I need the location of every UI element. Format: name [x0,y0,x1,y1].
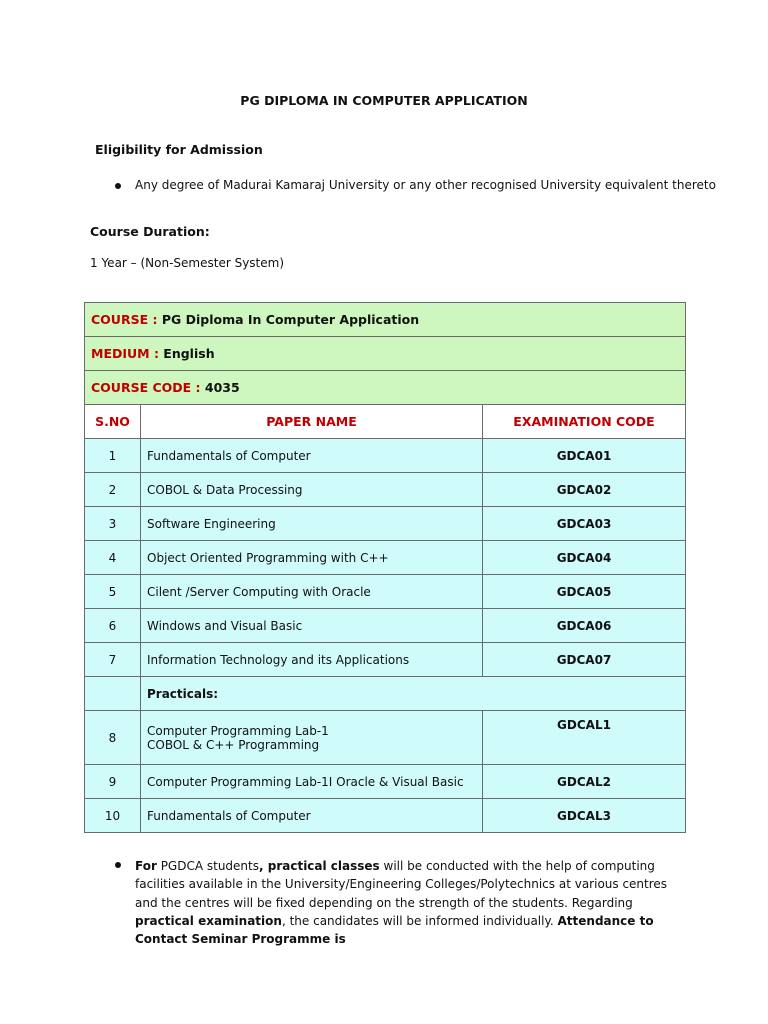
table-row [85,541,686,575]
code-cell: GDCA02 [483,473,686,507]
note-part: practical examination [135,913,282,928]
table-row [85,575,686,609]
paper-cell: Software Engineering [141,507,483,541]
duration-heading: Course Duration: [90,224,210,239]
header-paper-name: PAPER NAME [141,405,483,439]
paper-cell: Windows and Visual Basic [141,609,483,643]
table-row [85,609,686,643]
table-header-row [85,405,686,439]
header-exam-code: EXAMINATION CODE [483,405,686,439]
code-cell: GDCA01 [483,439,686,473]
course-row [85,303,686,337]
table-row [85,643,686,677]
eligibility-item: Any degree of Madurai Kamaraj University or any other recognised University equivalent thereto [135,178,716,192]
medium-value: English [163,346,215,361]
course-code-row [85,371,686,405]
note-part: For [135,859,157,873]
note-part: , the candidates will be informed individually. [281,913,558,928]
practicals-row [85,677,686,711]
sno-cell: 7 [85,643,141,677]
sno-cell: 5 [85,575,141,609]
sno-cell: 10 [85,799,141,833]
paper-cell: Fundamentals of Computer [141,799,483,833]
duration-text: 1 Year – (Non-Semester System) [90,256,285,270]
sno-cell: 4 [85,541,141,575]
course-table [84,302,686,833]
code-cell: GDCA03 [483,507,686,541]
sno-cell: 9 [85,765,141,799]
paper-cell: Fundamentals of Computer [141,439,483,473]
sno-cell: 8 [85,711,141,765]
code-cell: GDCAL3 [483,799,686,833]
practicals-empty-cell [85,677,141,711]
note-part: will be conducted with the help of computing facilities available in the University/Engineering Colleges/Polytechnics at various centres and the centres will be fixed depending on the strength of the students. Regarding [135,859,668,910]
table-row [85,799,686,833]
paper-cell: Computer Programming Lab-1 COBOL & C++ Programming [141,711,483,765]
medium-label: MEDIUM : [91,346,164,361]
table-row [85,439,686,473]
paper-cell: Information Technology and its Applications [141,643,483,677]
sno-cell: 2 [85,473,141,507]
course-code-label: COURSE CODE : [91,380,205,395]
paper-cell: COBOL & Data Processing [141,473,483,507]
page-title: PG DIPLOMA IN COMPUTER APPLICATION [240,93,528,108]
table-row [85,507,686,541]
code-cell: GDCAL1 [483,711,686,765]
code-cell: GDCA07 [483,643,686,677]
sno-cell: 6 [85,609,141,643]
bullet-icon [115,862,121,868]
paper-cell: Cilent /Server Computing with Oracle [141,575,483,609]
bullet-icon [115,183,121,189]
table-row [85,765,686,799]
sno-cell: 3 [85,507,141,541]
course-label: COURSE : [91,312,162,327]
table-row [85,711,686,765]
code-cell: GDCA06 [483,609,686,643]
code-cell: GDCAL2 [483,765,686,799]
sno-cell: 1 [85,439,141,473]
code-cell: GDCA05 [483,575,686,609]
note-part: , practical classes [259,859,380,873]
header-sno: S.NO [85,405,141,439]
note-part: PGDCA students [156,859,259,873]
eligibility-heading: Eligibility for Admission [95,142,263,157]
course-value: PG Diploma In Computer Application [161,312,420,327]
practicals-label: Practicals: [141,677,686,711]
paper-cell: Object Oriented Programming with C++ [141,541,483,575]
medium-row [85,337,686,371]
course-code-value: 4035 [204,380,240,395]
paper-cell: Computer Programming Lab-1I Oracle & Visual Basic [141,765,483,799]
practical-note [135,857,675,948]
code-cell: GDCA04 [483,541,686,575]
table-row [85,473,686,507]
note-part: Attendance to Contact Seminar Programme is [135,913,654,947]
